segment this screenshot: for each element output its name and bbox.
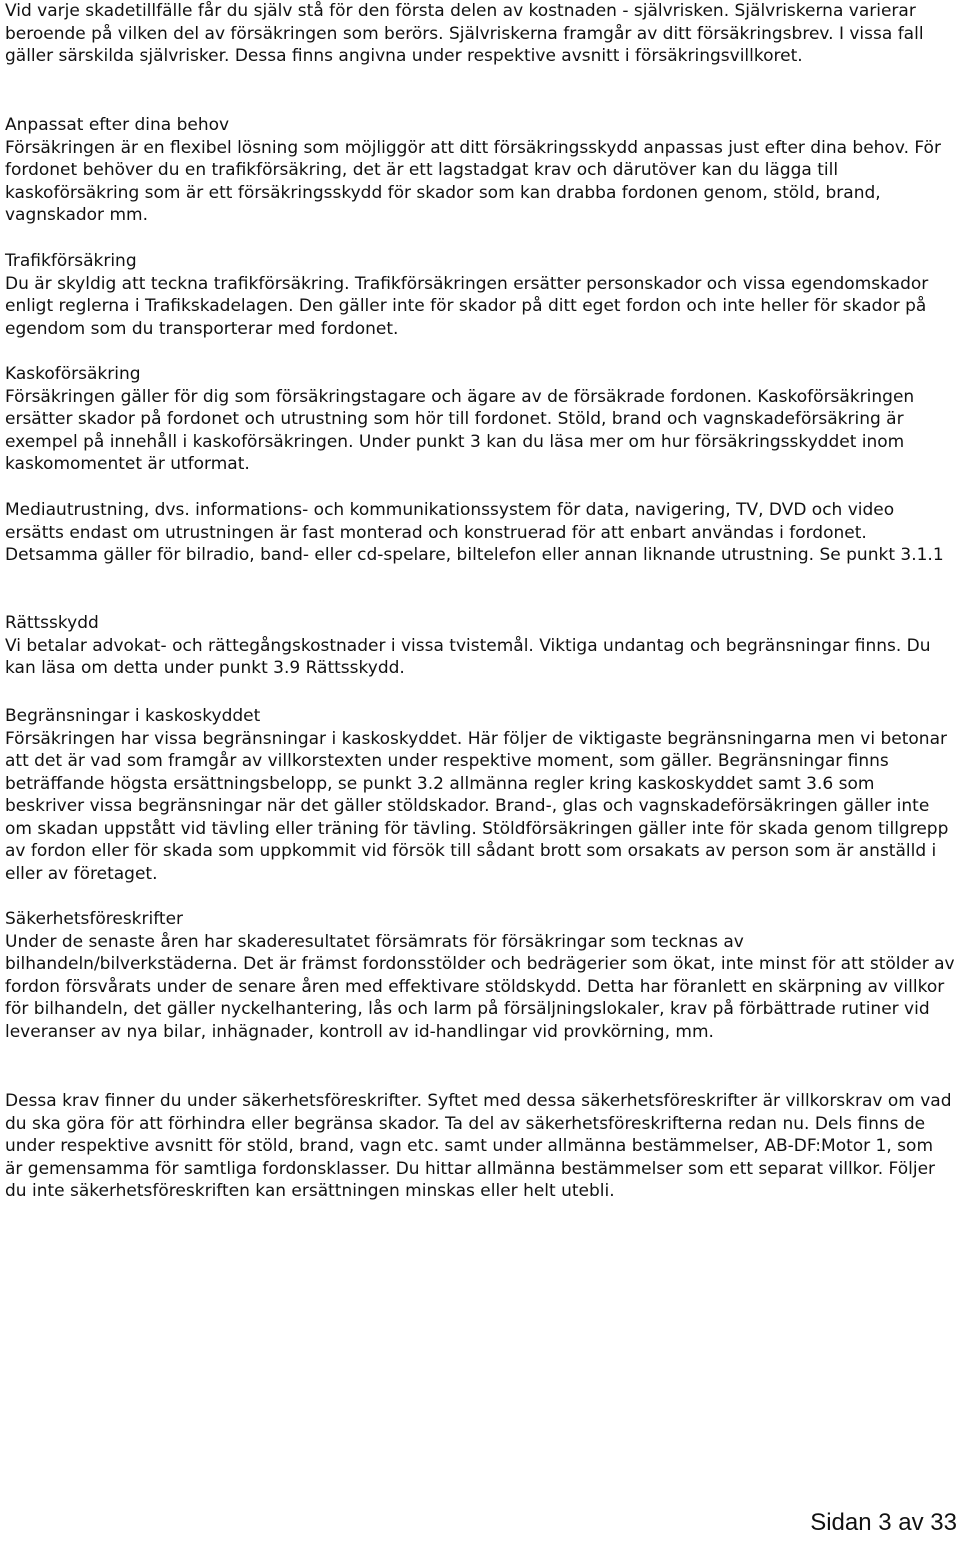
section-heading: Säkerhetsföreskrifter (5, 909, 184, 929)
section-text: Under de senaste åren har skaderesultatet försämrats för försäkringar som tecknas av bilhandeln/bilverkstäderna. Det är främst fordonsstölder och bedrägerier som ökat, inte minst för att stölder av fordon försvårats under de senare åren med effektivare stöldskydd. Detta har föranlett en skärpning av villkor för bilhandeln, det gäller nyckelhantering, lås och larm på försäljningslokaler, krav på förbättrade rutiner vid leveranser av nya bilar, inhägnader, kontroll av id-handlingar vid provkörning, mm. (5, 931, 955, 1042)
document-page (5, 0, 955, 1201)
section-anpassat (5, 114, 955, 227)
section-kaskoforsakring (5, 363, 955, 476)
section-sakerhetsforeskrifter (5, 908, 955, 1043)
section-text: Försäkringen är en flexibel lösning som möjliggör att ditt försäkringsskydd anpassas just efter dina behov. För fordonet behöver du en trafikförsäkring, det är ett lagstadgat krav och därutöver kan du lägga till kaskoförsäkring som är ett försäkringsskydd för skador som kan drabba fordonen genom, stöld, brand, vagnskador mm. (5, 137, 941, 225)
section-heading: Kaskoförsäkring (5, 364, 141, 384)
section-text: Försäkringen har vissa begränsningar i kaskoskyddet. Här följer de viktigaste begränsningarna men vi betonar att det är vad som framgår av villkorstexten under respektive moment, som gäller. Begränsningar finns beträffande högsta ersättningsbelopp, se punkt 3.2 allmänna regler kring kaskoskyddet samt 3.6 som beskriver vissa begränsningar när det gäller stöldskador. Brand-, glas och vagnskadeförsäkringen gäller inte om skadan uppstått vid tävling eller träning för tävling. Stöldförsäkringen gäller inte för skada genom tillgrepp av fordon eller för skada som uppkommit vid försök till sådant brott som orsakats av person som är anställd i eller av företaget. (5, 728, 949, 884)
page-number: Sidan 3 av 33 (810, 1509, 957, 1536)
intro-paragraph: Vid varje skadetillfälle får du själv stå för den första delen av kostnaden - självrisken. Självriskerna varierar beroende på vilken del av försäkringen som berörs. Självriskerna framgår av ditt försäkringsbrev. I vissa fall gäller särskilda självrisker. Dessa finns angivna under respektive avsnitt i försäkringsvillkoret. (5, 1, 924, 66)
section-mediautrustning (5, 499, 955, 567)
section-heading: Trafikförsäkring (5, 251, 137, 271)
section-heading: Begränsningar i kaskoskyddet (5, 706, 261, 726)
section-heading: Rättsskydd (5, 613, 99, 633)
section-heading: Anpassat efter dina behov (5, 115, 230, 135)
section-krav-paragraph (5, 1090, 955, 1203)
section-trafikforsakring (5, 250, 955, 340)
section-text: Försäkringen gäller för dig som försäkringstagare och ägare av de försäkrade fordonen. Kaskoförsäkringen ersätter skador på fordonet och utrustning som hör till fordonet. Stöld, brand och vagnskadeförsäkring är exempel på innehåll i kaskoförsäkringen. Under punkt 3 kan du läsa mer om hur försäkringsskyddet inom kaskomomentet är utformat. (5, 386, 915, 474)
section-begransningar (5, 705, 955, 885)
section-text: Mediautrustning, dvs. informations- och kommunikationssystem för data, navigering, TV, DVD och video ersätts endast om utrustningen är fast monterad och konstruerad för att enbart användas i fordonet. Detsamma gäller för bilradio, band- eller cd-spelare, biltelefon eller annan liknande utrustning. Se punkt 3.1.1 (5, 500, 944, 565)
section-text: Du är skyldig att teckna trafikförsäkring. Trafikförsäkringen ersätter personskador och vissa egendomskador enligt reglerna i Trafikskadelagen. Den gäller inte för skador på ditt eget fordon och inte heller för skador på egendom som du transporterar med fordonet. (5, 273, 929, 339)
section-rattsskydd (5, 612, 955, 680)
section-text: Vi betalar advokat- och rättegångskostnader i vissa tvistemål. Viktiga undantag och begränsningar finns. Du kan läsa om detta under punkt 3.9 Rättsskydd. (5, 635, 931, 678)
section-text: Dessa krav finner du under säkerhetsföreskrifter. Syftet med dessa säkerhetsföreskrifter är villkorskrav om vad du ska göra för att förhindra eller begränsa skador. Ta del av säkerhetsföreskrifterna redan nu. Dels finns de under respektive avsnitt för stöld, brand, vagn etc. samt under allmänna bestämmelser, AB-DF:Motor 1, som är gemensamma för samtliga fordonsklasser. Du hittar allmänna bestämmelser som ett separat villkor. Följer du inte säkerhetsföreskriften kan ersättningen minskas eller helt utebli. (5, 1091, 952, 1201)
